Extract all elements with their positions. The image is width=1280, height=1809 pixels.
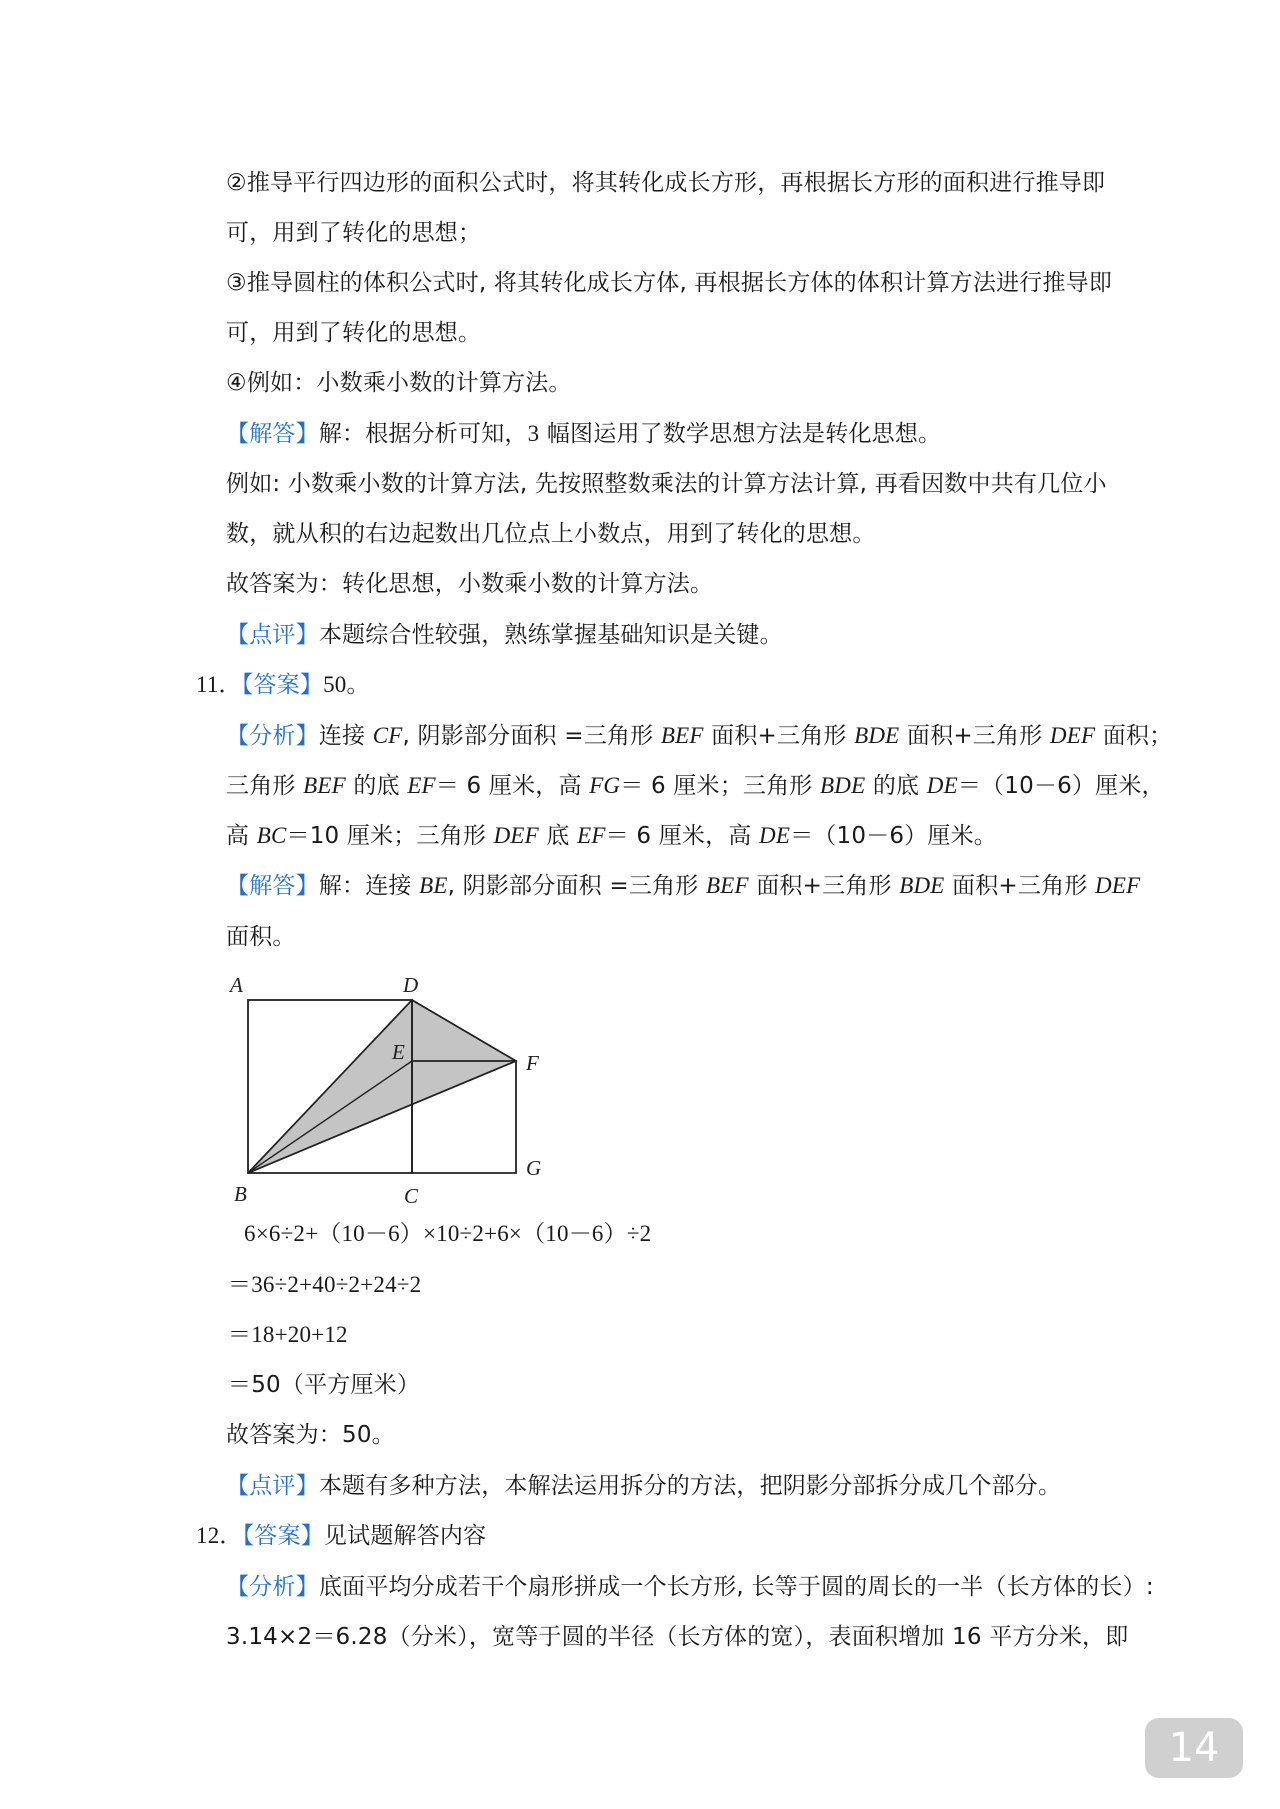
- text-line: [226, 1572, 1154, 1602]
- segment-name: CF: [372, 723, 403, 748]
- triangle-name: DEF: [1049, 723, 1096, 748]
- text: 连接: [318, 723, 373, 749]
- label-e: E: [392, 1040, 405, 1064]
- text: ＝ 6 厘米；三角形: [620, 773, 821, 799]
- segment-name: EF: [407, 773, 436, 798]
- text: 高: [226, 823, 257, 849]
- text: 面积。: [226, 924, 296, 950]
- text: 面积+三角形: [703, 723, 855, 749]
- text-line: [226, 569, 713, 599]
- triangle-name: BDE: [854, 723, 900, 748]
- calc-line: [228, 1370, 420, 1400]
- calc-line: [244, 1219, 651, 1249]
- text-line: [226, 168, 1105, 198]
- comment-tag: 【点评】: [226, 1473, 319, 1499]
- text-line: [226, 268, 1112, 298]
- text: 面积+三角形: [899, 723, 1050, 749]
- text: 幅图运用了数学思想方法是转化思想。: [539, 421, 942, 447]
- text-line: [226, 721, 1172, 751]
- triangle-name: DEF: [1095, 873, 1141, 898]
- triangle-name: BEF: [660, 723, 704, 748]
- text: 的底: [345, 773, 408, 799]
- text: 故答案为：50。: [226, 1422, 395, 1448]
- question-number: 11．: [196, 672, 242, 697]
- text: 三角形: [226, 773, 304, 799]
- label-g: G: [526, 1156, 542, 1180]
- text-line: [226, 871, 1140, 901]
- text-line: [226, 922, 296, 952]
- text-line: [226, 1420, 395, 1450]
- segment-name: BE: [419, 873, 448, 898]
- text: 本题综合性较强，熟练掌握基础知识是关键。: [318, 622, 783, 648]
- text: ＝ 6 厘米，高: [435, 773, 590, 799]
- text: 可，用到了转化的思想。: [226, 320, 482, 346]
- comment-tag: 【点评】: [226, 622, 319, 648]
- text: ＝（10－6）厘米，: [957, 773, 1165, 799]
- answer-value: 50。: [323, 672, 370, 697]
- text: 解：连接: [318, 873, 420, 899]
- question-number: 12．: [196, 1523, 243, 1548]
- answer-tag: 【答案】: [242, 1523, 324, 1549]
- text-line: [226, 368, 572, 398]
- calc-line: [228, 1320, 348, 1350]
- triangle-name: BDE: [899, 873, 945, 898]
- calc-line: [228, 1270, 421, 1300]
- text-line: [226, 821, 997, 851]
- label-d: D: [403, 973, 419, 997]
- text: 3.14×2＝6.28（分米），宽等于圆的半径（长方体的宽），表面积增加 16 平方分米，即: [226, 1624, 1129, 1650]
- shaded-region: [248, 1000, 516, 1173]
- analysis-tag: 【分析】: [226, 1574, 319, 1600]
- label-a: A: [230, 973, 243, 997]
- text: 6×6÷2+（10－6）×10÷2+6×（10－6）÷2: [244, 1221, 652, 1246]
- label-c: C: [404, 1184, 419, 1208]
- text: 可，用到了转化的思想；: [226, 220, 482, 246]
- text: ＝ 6 厘米，高: [605, 823, 760, 849]
- triangle-name: BEF: [705, 873, 749, 898]
- text-line: [226, 469, 1107, 499]
- text-line: [226, 419, 941, 449]
- answer-tag: 【解答】: [226, 873, 319, 899]
- text: 底: [538, 823, 578, 849]
- text-line: [226, 771, 1165, 801]
- geometry-figure: [226, 970, 566, 1210]
- text: 面积+三角形: [944, 873, 1096, 899]
- text-line: [226, 318, 481, 348]
- text-line: [226, 519, 876, 549]
- triangle-name: DEF: [493, 823, 539, 848]
- text: ③推导圆柱的体积公式时, 将其转化成长方体, 再根据长方体的体积计算方法进行推导即: [226, 270, 1113, 296]
- answer-tag: 【答案】: [241, 672, 324, 698]
- segment-name: FG: [589, 773, 621, 798]
- text: 例如: 小数乘小数的计算方法, 先按照整数乘法的计算方法计算, 再看因数中共有几位小: [226, 471, 1107, 497]
- text: ＝18+20+12: [228, 1322, 348, 1347]
- text: ＝10 厘米；三角形: [286, 823, 494, 849]
- text: 的底: [865, 773, 927, 799]
- label-f: F: [526, 1051, 539, 1075]
- text: ＝50（平方厘米）: [228, 1372, 421, 1398]
- question-11-answer: [196, 670, 370, 700]
- text: 面积+三角形: [748, 873, 900, 899]
- text: 解：根据分析可知，: [318, 421, 528, 447]
- segment-name: DE: [926, 773, 958, 798]
- text-line: [226, 1622, 1128, 1652]
- segment-name: DE: [759, 823, 791, 848]
- segment-name: EF: [577, 823, 606, 848]
- text: ④例如：小数乘小数的计算方法。: [226, 370, 572, 396]
- text-line: [226, 1471, 1061, 1501]
- text-line: [226, 620, 783, 650]
- answer-tag: 【解答】: [226, 421, 319, 447]
- label-b: B: [234, 1182, 247, 1206]
- segment-name: BC: [256, 823, 287, 848]
- text: ②推导平行四边形的面积公式时，将其转化成长方形，再根据长方形的面积进行推导即: [226, 170, 1106, 196]
- number: 3: [527, 421, 540, 446]
- text: ＝（10－6）厘米。: [790, 823, 997, 849]
- text: , 阴影部分面积 =三角形: [402, 723, 661, 749]
- text: 故答案为：转化思想，小数乘小数的计算方法。: [226, 571, 714, 597]
- text: 数，就从积的右边起数出几位点上小数点，用到了转化的思想。: [226, 521, 876, 547]
- text-line: [226, 218, 481, 248]
- text: , 阴影部分面积 =三角形: [447, 873, 706, 899]
- segment-be: [248, 1061, 412, 1173]
- analysis-tag: 【分析】: [226, 723, 319, 749]
- text: 本题有多种方法，本解法运用拆分的方法，把阴影分部拆分成几个部分。: [318, 1473, 1062, 1499]
- triangle-name: BEF: [303, 773, 346, 798]
- answer-value: 见试题解答内容: [323, 1523, 487, 1549]
- text: ＝36÷2+40÷2+24÷2: [228, 1272, 422, 1297]
- page-number-badge: 14: [1145, 1718, 1243, 1778]
- question-12-answer: [196, 1521, 486, 1551]
- text: 面积；: [1095, 723, 1173, 749]
- text: 底面平均分成若干个扇形拼成一个长方形, 长等于圆的周长的一半（长方体的长）:: [318, 1574, 1154, 1600]
- triangle-name: BDE: [820, 773, 866, 798]
